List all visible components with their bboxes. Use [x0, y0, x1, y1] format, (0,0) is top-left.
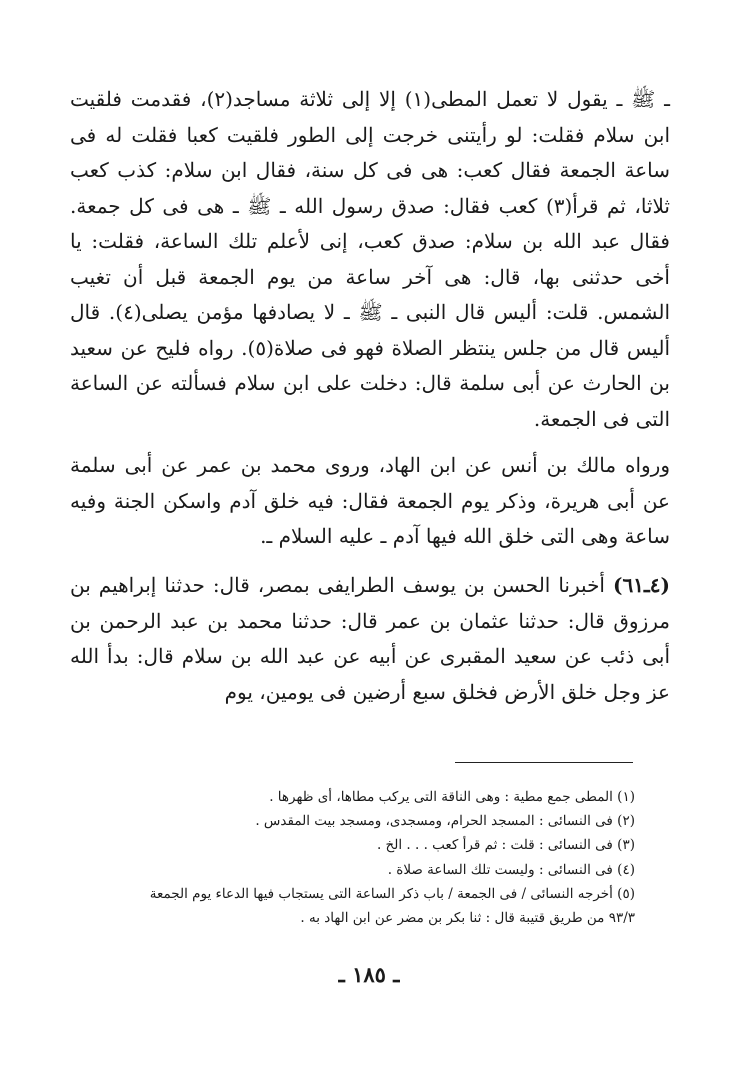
page-number: ـ ١٨٥ ـ — [338, 962, 400, 987]
footnote-2: (٢) فى النسائى : المسجد الحرام، ومسجدى، ومسجد بيت المقدس . — [255, 813, 635, 830]
footnote-4: (٤) فى النسائى : وليست تلك الساعة صلاة . — [387, 861, 635, 878]
paragraph-3 — [70, 568, 670, 710]
footnote-5: (٥) أخرجه النسائى / فى الجمعة / باب ذكر الساعة التى يستجاب فيها الدعاء يوم الجمعة — [149, 885, 635, 902]
paragraph-3-text: أخبرنا الحسن بن يوسف الطرايفى بمصر، قال: حدثنا إبراهيم بن مرزوق قال: حدثنا عثمان بن عمر قال: حدثنا محمد بن عبد الرحمن بن أبى ذئب عن سعيد المقبرى عن أبيه عن عبد الله بن سلام قال: بدأ الله عز وجل خلق الأرض فخلق سبع أرضين فى يومين، يوم — [70, 573, 670, 704]
footnote-separator — [455, 762, 633, 763]
footnote-1: (١) المطى جمع مطية : وهى الناقة التى يركب مطاها، أى ظهرها . — [269, 789, 635, 805]
footnotes-list — [75, 785, 635, 930]
footnote-5-continued: ٩٣/٣ من طريق قتيبة قال : ثنا بكر بن مضر عن ابن الهاد به . — [300, 910, 635, 927]
paragraph-1: ـ ﷺ ـ يقول لا تعمل المطى(١) إلا إلى ثلاثة مساجد(٢)، فقدمت فلقيت ابن سلام فقلت: لو رأيتنى خرجت إلى الطور فلقيت كعبا فقلت له فى ساعة الجمعة فقال كعب: هى فى كل سنة، فقال ابن سلام: كذب كعب ثلاثا، ثم قرأ(٣) كعب فقال: صدق رسول الله ـ ﷺ ـ هى فى كل جمعة. فقال عبد الله بن سلام: صدق كعب، إنى لأعلم تلك الساعة، فقلت: يا أخى حدثنى بها، قال: هى آخر ساعة من يوم الجمعة قبل أن تغيب الشمس. قلت: أليس قال النبى ـ ﷺ ـ لا يصادفها مؤمن يصلى(٤). قال أليس قال من جلس ينتظر الصلاة فهو فى صلاة(٥). رواه فليح عن سعيد بن الحارث عن أبى سلمة قال: دخلت على ابن سلام فسألته عن الساعة التى فى الجمعة. — [70, 87, 671, 431]
paragraph-2: ورواه مالك بن أنس عن ابن الهاد، وروى محمد بن عمر عن أبى سلمة عن أبى هريرة، وذكر يوم الجمعة فقال: فيه خلق آدم واسكن الجنة وفيه ساعة وهى التى خلق الله فيها آدم ـ عليه السلام ـ. — [70, 453, 670, 548]
hadith-number-label: (٤ـ٦١) — [612, 573, 670, 597]
footnote-3: (٣) فى النسائى : قلت : ثم قرأ كعب . . . الخ . — [376, 837, 635, 854]
